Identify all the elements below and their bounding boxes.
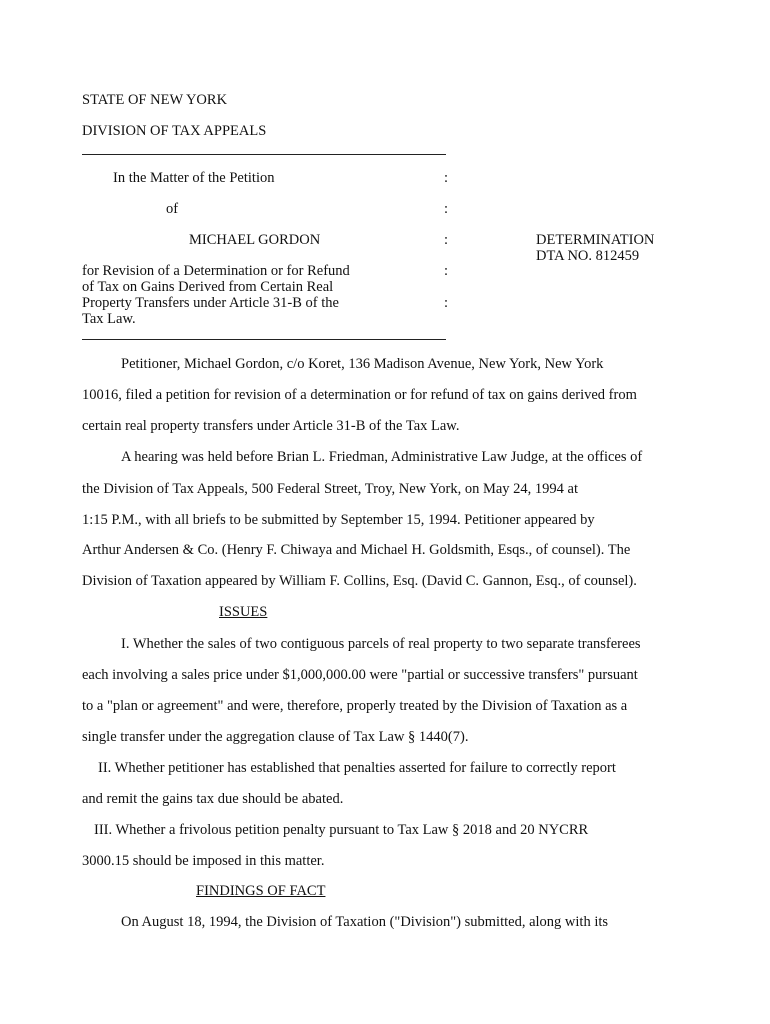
issue-line: 3000.15 should be imposed in this matter.: [82, 853, 325, 869]
dta-number: DTA NO. 812459: [536, 248, 640, 264]
caption-colon: :: [444, 201, 449, 217]
issue-line: to a "plan or agreement" and were, therefore, properly treated by the Division of Taxation as a: [82, 698, 628, 714]
findings-heading: FINDINGS OF FACT: [196, 883, 326, 899]
caption-top-rule: [82, 154, 446, 155]
body-line: On August 18, 1994, the Division of Taxation ("Division") submitted, along with its: [121, 914, 609, 930]
body-line: 10016, filed a petition for revision of a determination or for refund of tax on gains derived from: [82, 387, 637, 403]
caption-of: of: [166, 201, 179, 217]
issue-line: I. Whether the sales of two contiguous parcels of real property to two separate transferees: [121, 636, 641, 652]
caption-colon: :: [444, 232, 449, 248]
division-heading: DIVISION OF TAX APPEALS: [82, 123, 267, 139]
issue-line: and remit the gains tax due should be abated.: [82, 791, 344, 807]
issue-line: each involving a sales price under $1,000,000.00 were "partial or successive transfers" pursuant: [82, 667, 638, 683]
issues-heading: ISSUES: [219, 604, 268, 620]
caption-matter: In the Matter of the Petition: [113, 170, 275, 186]
caption-colon: :: [444, 170, 449, 186]
body-line: 1:15 P.M., with all briefs to be submitted by September 15, 1994. Petitioner appeared by: [82, 512, 595, 528]
body-line: Arthur Andersen & Co. (Henry F. Chiwaya and Michael H. Goldsmith, Esqs., of counsel). The: [82, 542, 631, 558]
body-line: the Division of Tax Appeals, 500 Federal Street, Troy, New York, on May 24, 1994 at: [82, 481, 578, 497]
caption-petitioner-name: MICHAEL GORDON: [189, 232, 321, 248]
body-line: certain real property transfers under Article 31-B of the Tax Law.: [82, 418, 460, 434]
document-type: DETERMINATION: [536, 232, 655, 248]
issue-line: single transfer under the aggregation clause of Tax Law § 1440(7).: [82, 729, 469, 745]
issue-line: III. Whether a frivolous petition penalty pursuant to Tax Law § 2018 and 20 NYCRR: [94, 822, 589, 838]
issue-line: II. Whether petitioner has established that penalties asserted for failure to correctly report: [98, 760, 616, 776]
caption-bottom-rule: [82, 339, 446, 340]
caption-purpose-line: for Revision of a Determination or for Refund: [82, 263, 350, 279]
state-heading: STATE OF NEW YORK: [82, 92, 228, 108]
body-line: Division of Taxation appeared by William F. Collins, Esq. (David C. Gannon, Esq., of counsel).: [82, 573, 637, 589]
caption-colon: :: [444, 263, 449, 279]
body-line: A hearing was held before Brian L. Friedman, Administrative Law Judge, at the offices of: [121, 449, 643, 465]
caption-purpose-line: of Tax on Gains Derived from Certain Real: [82, 279, 334, 295]
body-line: Petitioner, Michael Gordon, c/o Koret, 136 Madison Avenue, New York, New York: [121, 356, 604, 372]
caption-colon: :: [444, 295, 449, 311]
caption-purpose-line: Tax Law.: [82, 311, 136, 327]
caption-purpose-line: Property Transfers under Article 31-B of the: [82, 295, 339, 311]
